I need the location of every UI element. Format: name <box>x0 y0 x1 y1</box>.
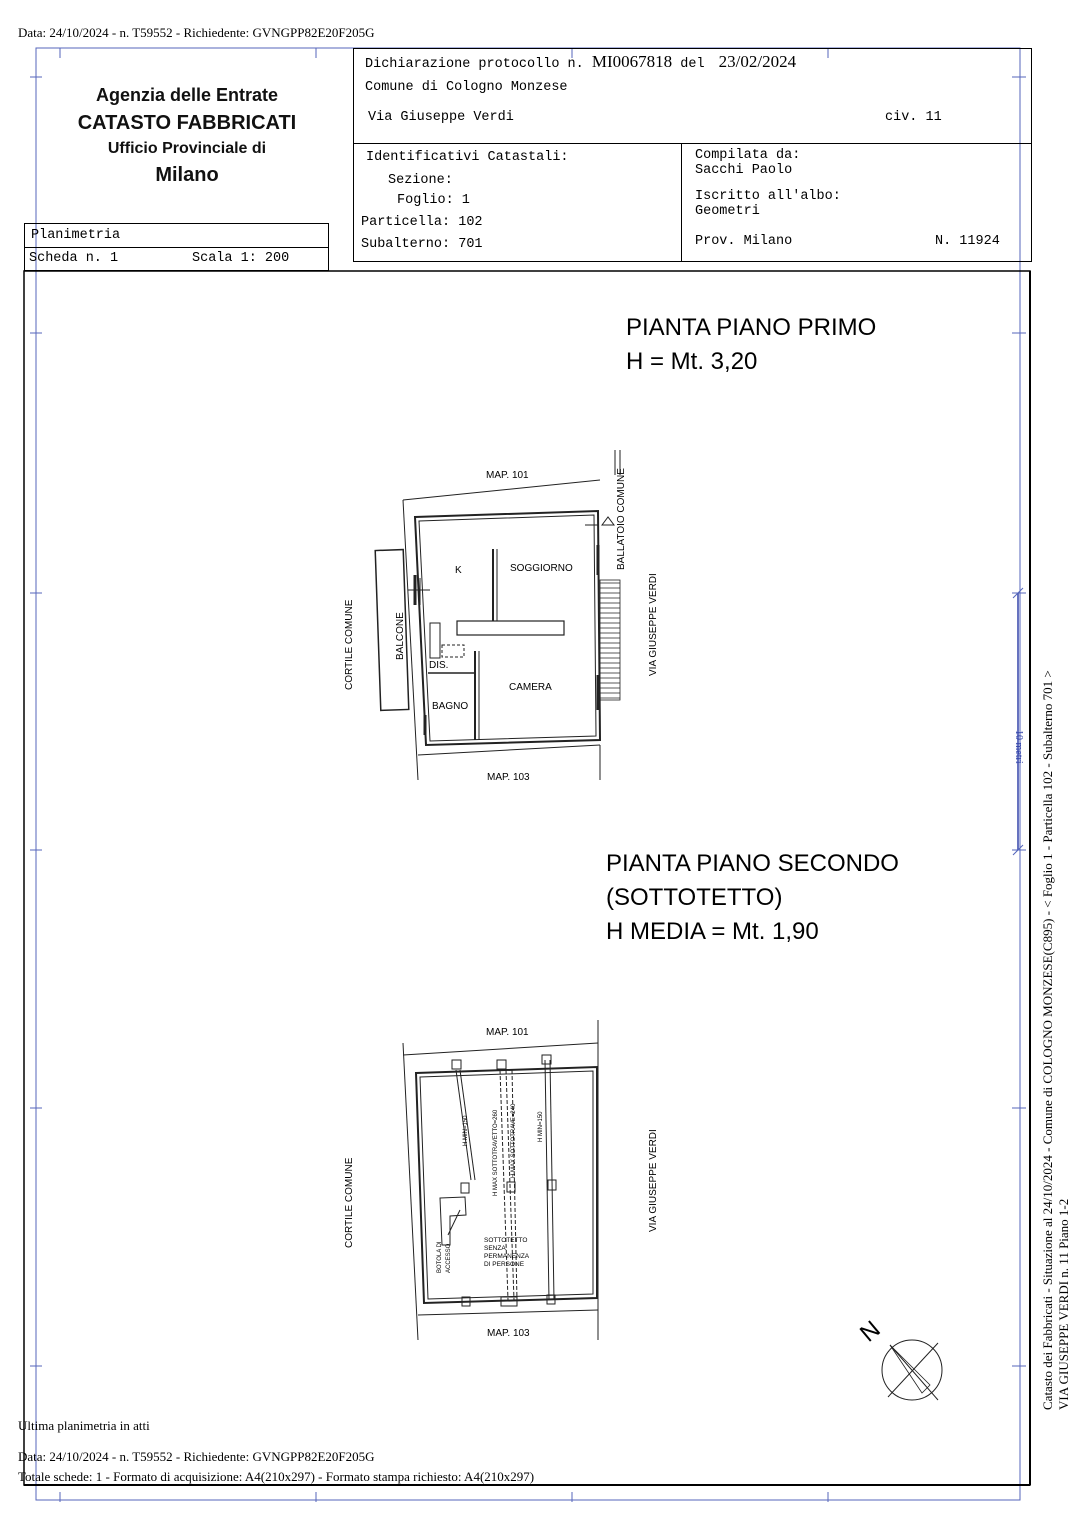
plan2-cortile-label: CORTILE COMUNE <box>344 1157 355 1248</box>
plan1-via-label: VIA GIUSEPPE VERDI <box>648 573 659 676</box>
scale-bar-label: 10 metri <box>1013 730 1024 764</box>
scheda-label: Scheda n. 1 <box>29 251 119 266</box>
protocol-number: MI0067818 <box>591 52 673 71</box>
room-k: K <box>455 565 462 576</box>
plan2-map-bottom: MAP. 103 <box>487 1328 530 1339</box>
compilata-name: Sacchi Paolo <box>695 163 793 178</box>
comune-label: Comune di Cologno Monzese <box>365 80 568 95</box>
ufficio-city: Milano <box>155 164 219 186</box>
compilata-label: Compilata da: <box>695 148 801 163</box>
plan2-subtitle: (SOTTOTETTO) <box>606 884 783 911</box>
north-label: N <box>855 1315 886 1348</box>
ufficio-label: Ufficio Provinciale di <box>107 140 267 157</box>
room-camera: CAMERA <box>509 682 552 693</box>
ultima-planimetria: Ultima planimetria in atti <box>18 1418 150 1433</box>
plan1-ballatoio-label: BALLATOIO COMUNE <box>616 468 627 570</box>
sottotetto-note: SOTTOTETTO SENZA PERMANENZA DI PERSONE <box>484 1237 530 1268</box>
botola-line1: BOTOLA DI <box>437 1241 443 1273</box>
plan2-hmax-travetto: H MAX SOTTOTRAVETTO=260 <box>493 1109 499 1196</box>
room-bagno: BAGNO <box>432 701 469 712</box>
plan1-title: PIANTA PIANO PRIMO <box>626 314 877 341</box>
particella-label: Particella: 102 <box>361 215 483 230</box>
identificativi-title: Identificativi Catastali: <box>366 150 569 165</box>
side-info-line1: Catasto dei Fabbricati - Situazione al 24/10/2024 - Comune di COLOGNO MONZESE(C895) - < Foglio 1 - Particella 102 - Subalterno 701 > <box>1040 670 1055 1410</box>
plan1-height: H = Mt. 3,20 <box>626 348 758 375</box>
protocol-date: 23/02/2024 <box>718 52 797 71</box>
planimetria-label: Planimetria <box>31 228 121 243</box>
plan2-floorplan <box>390 1015 610 1345</box>
room-dis: DIS. <box>429 660 449 671</box>
civico-label: civ. 11 <box>885 110 942 125</box>
foglio-label: Foglio: 1 <box>397 193 470 208</box>
plan1-map-bottom: MAP. 103 <box>487 772 530 783</box>
via-label: Via Giuseppe Verdi <box>368 110 514 125</box>
footer-request-line: Data: 24/10/2024 - n. T59552 - Richiedente: GVNGPP82E20F205G <box>18 1449 375 1464</box>
plan2-title: PIANTA PIANO SECONDO <box>606 850 899 877</box>
room-soggiorno: SOGGIORNO <box>510 563 573 574</box>
albo-label: Geometri <box>695 204 760 219</box>
iscritto-label: Iscritto all'albo: <box>695 189 841 204</box>
plan1-balcone-label: BALCONE <box>395 612 406 660</box>
declaration-line: Dichiarazione protocollo n. MI0067818 del 23/02/2024 <box>365 52 797 72</box>
plan1-cortile-label: CORTILE COMUNE <box>344 599 355 690</box>
plan2-hmin-right: H MIN=150 <box>538 1111 544 1142</box>
plan2-hmin-left: H MIN=150 <box>463 1115 469 1146</box>
agency-name: Agenzia delle Entrate <box>95 85 279 105</box>
prov-label: Prov. Milano <box>695 234 793 249</box>
top-request-line: Data: 24/10/2024 - n. T59552 - Richiedente: GVNGPP82E20F205G <box>18 25 375 40</box>
plan2-map-top: MAP. 101 <box>486 1027 529 1038</box>
agency-block <box>22 82 352 190</box>
plan2-height: H MEDIA = Mt. 1,90 <box>606 918 819 945</box>
iscrizione-number: N. 11924 <box>935 234 1000 249</box>
plan2-hmax-trave: H MAX SOTTOTRAVE=240 <box>511 1103 517 1178</box>
plan1-map-top: MAP. 101 <box>486 470 529 481</box>
sezione-label: Sezione: <box>388 173 453 188</box>
catasto-label: CATASTO FABBRICATI <box>77 112 297 134</box>
scala-label: Scala 1: 200 <box>192 251 290 266</box>
footer-schede-line: Totale schede: 1 - Formato di acquisizione: A4(210x297) - Formato stampa richiesto: A4(210x297) <box>18 1469 535 1484</box>
side-info-line2: VIA GIUSEPPE VERDI n. 11 Piano 1-2 <box>1056 1198 1071 1410</box>
plan2-via-label: VIA GIUSEPPE VERDI <box>648 1129 659 1232</box>
botola-line2: ACCESSO <box>446 1243 452 1273</box>
subalterno-label: Subalterno: 701 <box>361 237 483 252</box>
